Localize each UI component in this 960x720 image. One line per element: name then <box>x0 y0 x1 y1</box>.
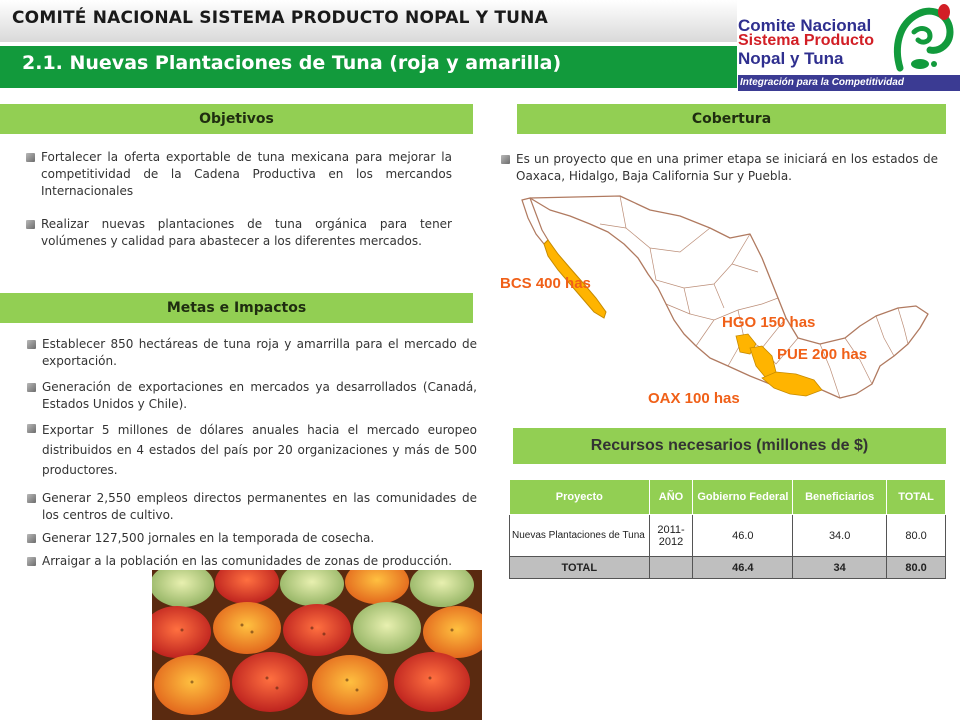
table-total-row <box>510 557 946 579</box>
objetivos-header: Objetivos <box>0 104 473 134</box>
col-gobierno-federal: Gobierno Federal <box>693 480 793 515</box>
map-label-pue: PUE 200 has <box>777 346 868 363</box>
slide-title: 2.1. Nuevas Plantaciones de Tuna (roja y amarilla) <box>22 52 562 74</box>
logo-line-1: Comite Nacional <box>738 16 872 35</box>
org-title: COMITÉ NACIONAL SISTEMA PRODUCTO NOPAL Y TUNA <box>12 8 548 28</box>
logo-line-3: Nopal y Tuna <box>738 49 844 68</box>
bullet-icon <box>26 220 35 229</box>
col-anio: AÑO <box>649 480 693 515</box>
recursos-table <box>509 479 946 579</box>
recursos-header: Recursos necesarios (millones de $) <box>513 428 946 464</box>
total-beneficiarios: 34 <box>793 557 887 579</box>
committee-logo <box>738 0 960 92</box>
objetivo-text-1: Fortalecer la oferta exportable de tuna mexicana para mejorar la competitividad de la Cadena Productiva en los mercandos Internacionales <box>41 150 452 198</box>
meta-text-2: Generación de exportaciones en mercados ya desarrollados (Canadá, Estados Unidos y Chile). <box>42 380 477 411</box>
total-total: 80.0 <box>887 557 946 579</box>
meta-item-1 <box>42 336 477 370</box>
col-beneficiarios: Beneficiarios <box>793 480 887 515</box>
cell-total: 80.0 <box>887 515 946 557</box>
total-label: TOTAL <box>510 557 650 579</box>
table-header-row <box>510 480 946 515</box>
cell-gobierno: 46.0 <box>693 515 793 557</box>
meta-text-4: Generar 2,550 empleos directos permanentes en las comunidades de los centros de cultivo. <box>42 491 477 522</box>
map-label-hgo: HGO 150 has <box>722 314 816 331</box>
meta-text-1: Establecer 850 hectáreas de tuna roja y amarrilla para el mercado de exportación. <box>42 337 477 368</box>
col-proyecto: Proyecto <box>510 480 650 515</box>
tuna-fruit-photo <box>152 570 482 720</box>
cactus-emblem-icon <box>890 2 956 74</box>
meta-item-2 <box>42 379 477 413</box>
cobertura-text: Es un proyecto que en una primer etapa se iniciará en los estados de Oaxaca, Hidalgo, Baja California Sur y Puebla. <box>516 152 938 183</box>
bullet-icon <box>27 534 36 543</box>
table-row <box>510 515 946 557</box>
map-label-oax: OAX 100 has <box>648 390 740 407</box>
metas-header: Metas e Impactos <box>0 293 473 323</box>
logo-tagline: Integración para la Competitividad <box>738 75 960 91</box>
objetivo-item-1 <box>41 149 452 200</box>
meta-text-5: Generar 127,500 jornales en la temporada de cosecha. <box>42 531 375 545</box>
bullet-icon <box>501 155 510 164</box>
cell-anio: 2011-2012 <box>649 515 693 557</box>
cell-proyecto: Nuevas Plantaciones de Tuna <box>510 515 650 557</box>
meta-text-3: Exportar 5 millones de dólares anuales hacia el mercado europeo distribuidos en 4 estados del país por 20 organizaciones y más de 500 productores. <box>42 423 477 477</box>
col-total: TOTAL <box>887 480 946 515</box>
total-gobierno: 46.4 <box>693 557 793 579</box>
meta-item-3 <box>42 420 477 480</box>
total-anio <box>649 557 693 579</box>
objetivo-text-2: Realizar nuevas plantaciones de tuna orgánica para tener volúmenes y calidad para abastecer a los diferentes mercados. <box>41 217 452 248</box>
bullet-icon <box>26 153 35 162</box>
bullet-icon <box>27 494 36 503</box>
meta-item-4 <box>42 490 477 524</box>
bullet-icon <box>27 340 36 349</box>
meta-item-5 <box>42 530 477 547</box>
objetivo-item-2 <box>41 216 452 250</box>
bullet-icon <box>27 424 36 433</box>
cobertura-header: Cobertura <box>517 104 946 134</box>
bullet-icon <box>27 557 36 566</box>
logo-line-2: Sistema Producto <box>738 32 875 49</box>
meta-text-6: Arraigar a la población en las comunidades de zonas de producción. <box>42 554 453 568</box>
meta-item-6 <box>42 553 477 570</box>
cell-beneficiarios: 34.0 <box>793 515 887 557</box>
map-label-bcs: BCS 400 has <box>500 275 591 292</box>
bullet-icon <box>27 383 36 392</box>
cobertura-item <box>516 151 938 185</box>
